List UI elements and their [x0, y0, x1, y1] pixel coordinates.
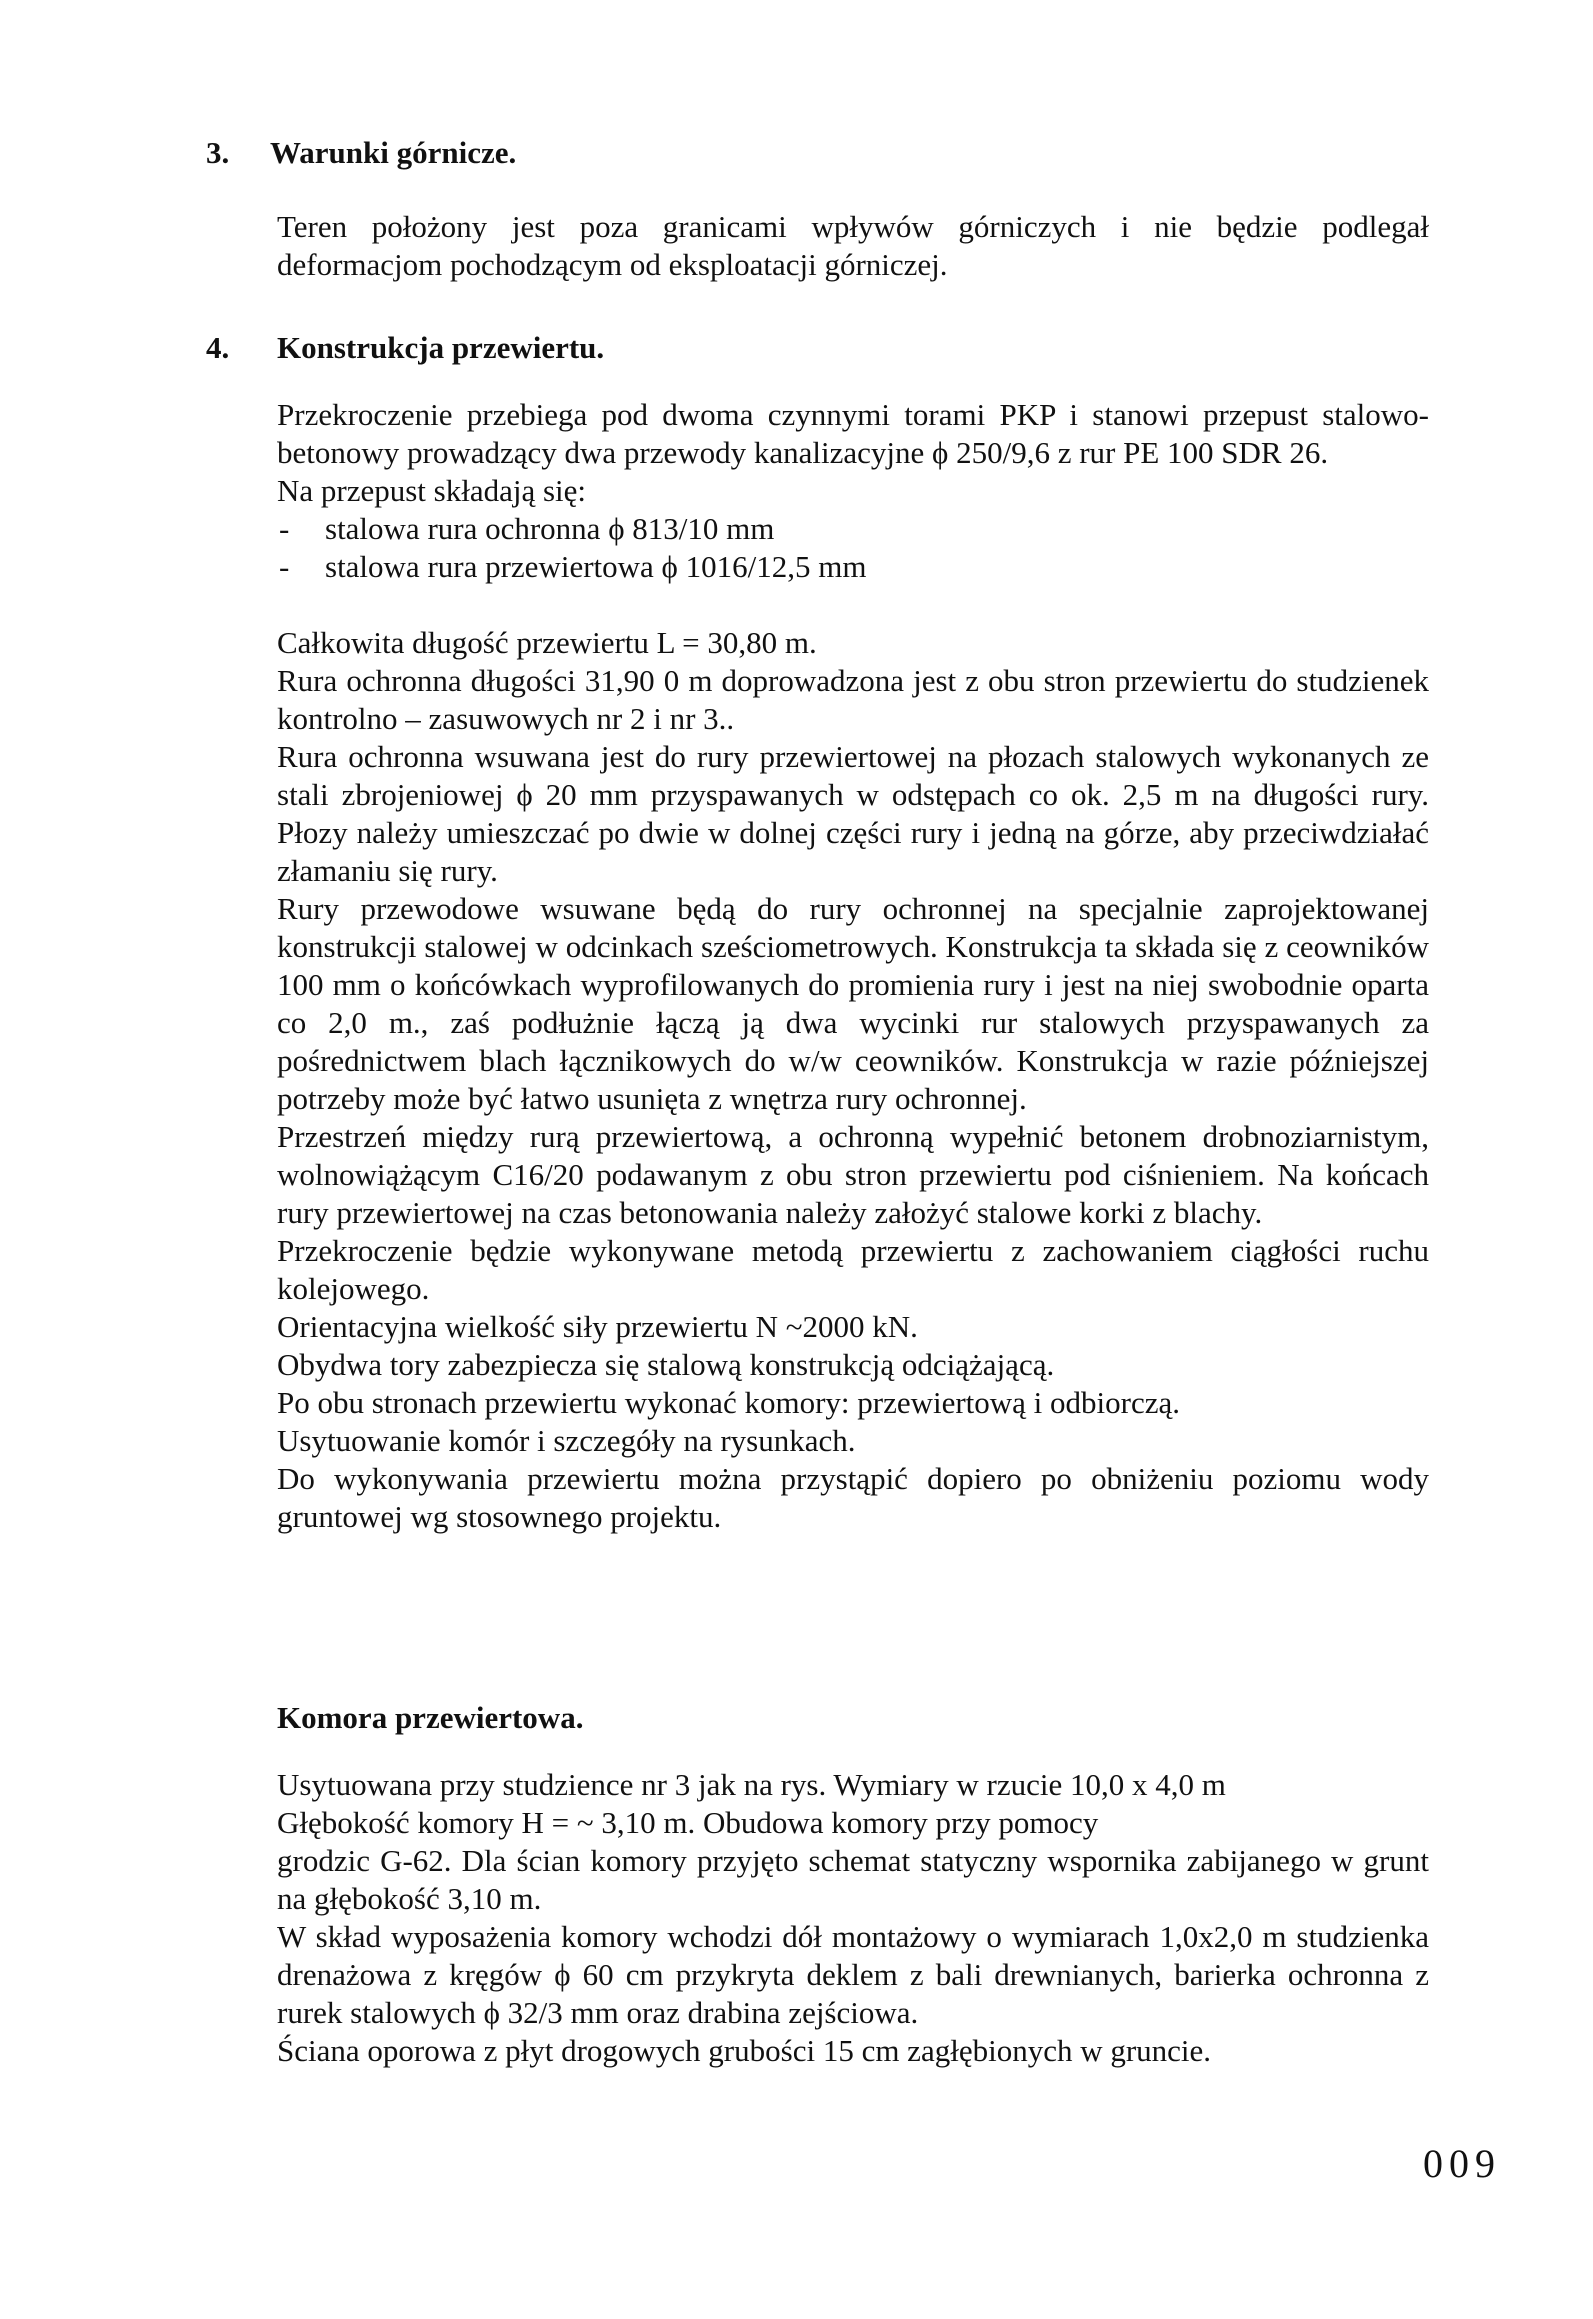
section-4-intro: Przekroczenie przebiega pod dwoma czynnymi torami PKP i stanowi przepust stalowo-betonowy prowadzący dwa przewody kanalizacyjne ϕ 250/9,6 z rur PE 100 SDR 26. — [277, 397, 1429, 470]
paragraph: W skład wyposażenia komory wchodzi dół montażowy o wymiarach 1,0x2,0 m studzienka drenażowa z kręgów ϕ 60 cm przykryta deklem z bali drewnianych, barierka ochronna z rurek stalowych ϕ 32/3 mm oraz drabina zejściowa. — [277, 1919, 1429, 2030]
paragraph: Przestrzeń między rurą przewiertową, a ochronną wypełnić betonem drobnoziarnistym, wolnowiążącym C16/20 podawanym z obu stron przewiertu pod ciśnieniem. Na końcach rury przewiertowej na czas betonowania należy założyć stalowe korki z blachy. — [277, 1119, 1429, 1230]
list-item: - stalowa rura przewiertowa ϕ 1016/12,5 mm — [277, 548, 1429, 586]
section-3-number: 3. — [206, 135, 230, 170]
section-4-number: 4. — [206, 330, 230, 365]
komora-title: Komora przewiertowa. — [277, 1700, 584, 1735]
section-3-body — [277, 208, 1429, 284]
paragraph: Całkowita długość przewiertu L = 30,80 m. — [277, 625, 817, 660]
pipe-list — [277, 510, 1429, 586]
paragraph: Głębokość komory H = ~ 3,10 m. Obudowa komory przy pomocy — [277, 1805, 1099, 1840]
paragraph: Rury przewodowe wsuwane będą do rury ochronnej na specjalnie zaprojektowanej konstrukcji stalowej w odcinkach sześciometrowych. Konstrukcja ta składa się z ceowników 100 mm o końcówkach wyprofilowanych do promienia rury i jest na niej swobodnie oparta co 2,0 m., zaś podłużnie łączą ją dwa wycinki rur stalowych przyspawanych za pośrednictwem blach łącznikowych do w/w ceowników. Konstrukcja w razie późniejszej potrzeby może być łatwo usunięta z wnętrza rury ochronnej. — [277, 891, 1429, 1116]
section-4-body — [277, 396, 1429, 1536]
paragraph: Ściana oporowa z płyt drogowych grubości 15 cm zagłębionych w gruncie. — [277, 2033, 1212, 2068]
section-3-title: Warunki górnicze. — [270, 135, 517, 170]
section-3-text: Teren położony jest poza granicami wpływów górniczych i nie będzie podlegał deformacjom pochodzącym od eksploatacji górniczej. — [277, 209, 1429, 282]
list-item: - stalowa rura ochronna ϕ 813/10 mm — [277, 510, 1429, 548]
paragraph: Po obu stronach przewiertu wykonać komory: przewiertową i odbiorczą. — [277, 1385, 1181, 1420]
spacer — [277, 586, 1429, 624]
komora-body — [277, 1766, 1429, 2070]
paragraph: Do wykonywania przewiertu można przystąpić dopiero po obniżeniu poziomu wody gruntowej wg stosownego projektu. — [277, 1461, 1429, 1534]
paragraph: Orientacyjna wielkość siły przewiertu N ~2000 kN. — [277, 1309, 918, 1344]
paragraph: Rura ochronna długości 31,90 0 m doprowadzona jest z obu stron przewiertu do studzienek kontrolno – zasuwowych nr 2 i nr 3.. — [277, 663, 1429, 736]
paragraph: Rura ochronna wsuwana jest do rury przewiertowej na płozach stalowych wykonanych ze stali zbrojeniowej ϕ 20 mm przyspawanych w odstępach co ok. 2,5 m na długości rury. Płozy należy umieszczać po dwie w dolnej części rury i jedną na górze, aby przeciwdziałać złamaniu się rury. — [277, 739, 1429, 888]
paragraph: Usytuowanie komór i szczegóły na rysunkach. — [277, 1423, 856, 1458]
section-4-title: Konstrukcja przewiertu. — [277, 330, 605, 365]
paragraph: Przekroczenie będzie wykonywane metodą przewiertu z zachowaniem ciągłości ruchu kolejowego. — [277, 1233, 1429, 1306]
paragraph: Usytuowana przy studzience nr 3 jak na rys. Wymiary w rzucie 10,0 x 4,0 m — [277, 1767, 1226, 1802]
list-heading: Na przepust składają się: — [277, 473, 587, 508]
paragraph: grodzic G-62. Dla ścian komory przyjęto schemat statyczny wspornika zabijanego w grunt na głębokość 3,10 m. — [277, 1843, 1429, 1916]
paragraph: Obydwa tory zabezpiecza się stalową konstrukcją odciążającą. — [277, 1347, 1055, 1382]
page-number: 009 — [1423, 2141, 1501, 2186]
